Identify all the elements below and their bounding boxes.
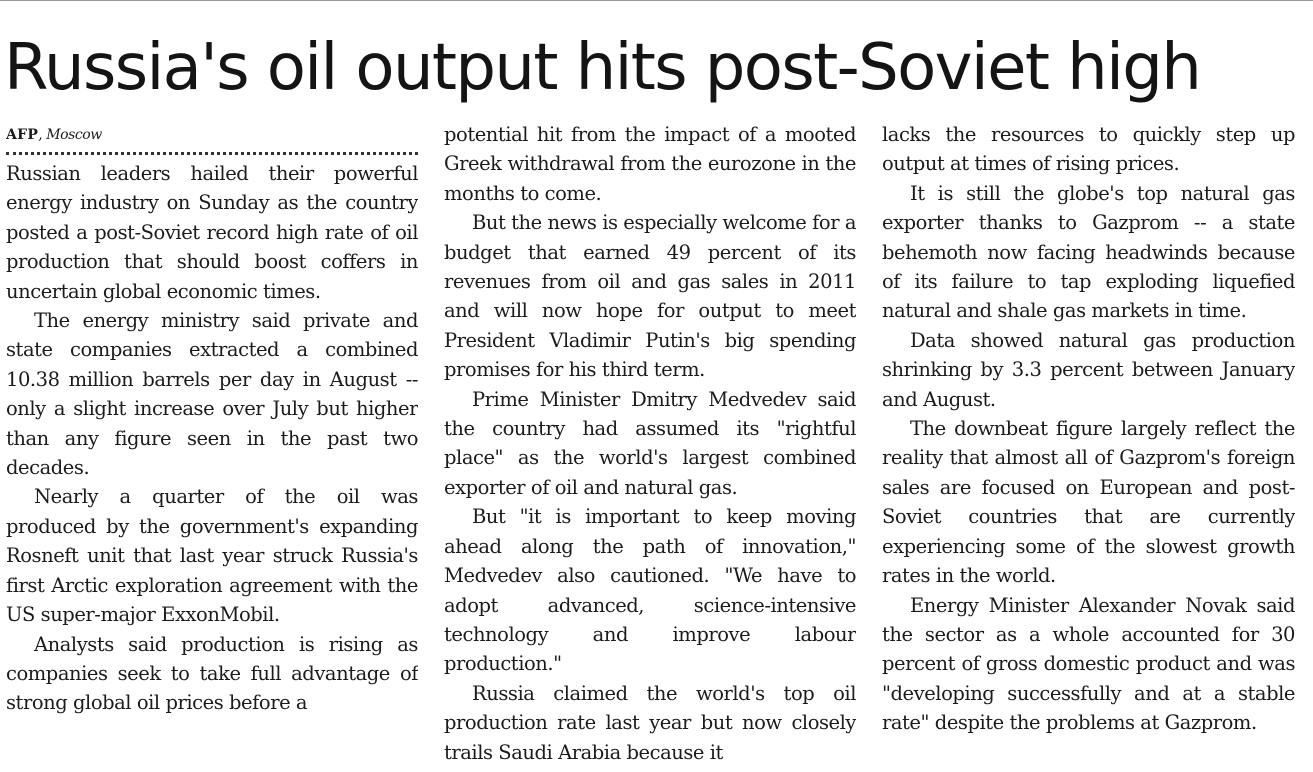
paragraph: Nearly a quarter of the oil was produced by the government's expanding Rosneft unit that last year struck Russia's first Arctic exploration agreement with the US super-major ExxonMobil. xyxy=(6,485,418,627)
byline-agency: AFP xyxy=(6,127,39,143)
byline-separator: , xyxy=(38,127,47,143)
byline-divider xyxy=(6,152,418,155)
article-column-2 xyxy=(444,120,856,765)
paragraph: But "it is important to keep moving ahead along the path of innovation," Medvedev also cautioned. "We have to adopt advanced, science-intensive technology and improve labour production." xyxy=(444,505,856,676)
paragraph: The downbeat figure largely reflect the reality that almost all of Gazprom's foreign sales are focused on European and post-Soviet countries that are currently experiencing some of the slowest growth rates in the world. xyxy=(882,417,1295,588)
paragraph: lacks the resources to quickly step up output at times of rising prices. xyxy=(882,123,1295,176)
paragraph: Energy Minister Alexander Novak said the sector as a whole accounted for 30 percent of gross domestic product and was "developing successfully and at a stable rate" despite the problems at Gazprom. xyxy=(882,593,1295,735)
headline: Russia's oil output hits post-Soviet high xyxy=(4,31,1201,105)
top-rule xyxy=(0,0,1313,1)
article-column-3 xyxy=(882,120,1295,765)
article-column-1 xyxy=(6,120,418,765)
paragraph: Russian leaders hailed their powerful energy industry on Sunday as the country posted a post-Soviet record high rate of oil production that should boost coffers in uncertain global economic times. xyxy=(6,162,418,303)
paragraph: Analysts said production is rising as companies seek to take full advantage of strong global oil prices before a xyxy=(6,632,418,715)
paragraph: Russia claimed the world's top oil production rate last year but now closely trails Saudi Arabia because it xyxy=(444,681,856,764)
paragraph: The energy ministry said private and state companies extracted a combined 10.38 million barrels per day in August -- only a slight increase over July but higher than any figure seen in the past two decades. xyxy=(6,309,418,480)
paragraph: Data showed natural gas production shrinking by 3.3 percent between January and August. xyxy=(882,328,1295,411)
paragraph: Prime Minister Dmitry Medvedev said the country had assumed its "rightful place" as the world's largest combined exporter of oil and natural gas. xyxy=(444,387,856,499)
paragraph: It is still the globe's top natural gas exporter thanks to Gazprom -- a state behemoth now facing headwinds because of its failure to tap exploding liquefied natural and shale gas markets in time. xyxy=(882,181,1295,323)
paragraph: potential hit from the impact of a mooted Greek withdrawal from the eurozone in the months to come. xyxy=(444,123,856,205)
byline xyxy=(6,120,418,150)
byline-location: Moscow xyxy=(46,127,102,143)
paragraph: But the news is especially welcome for a budget that earned 49 percent of its revenues from oil and gas sales in 2011 and will now hope for output to meet President Vladimir Putin's big spending promises for his third term. xyxy=(444,211,856,382)
